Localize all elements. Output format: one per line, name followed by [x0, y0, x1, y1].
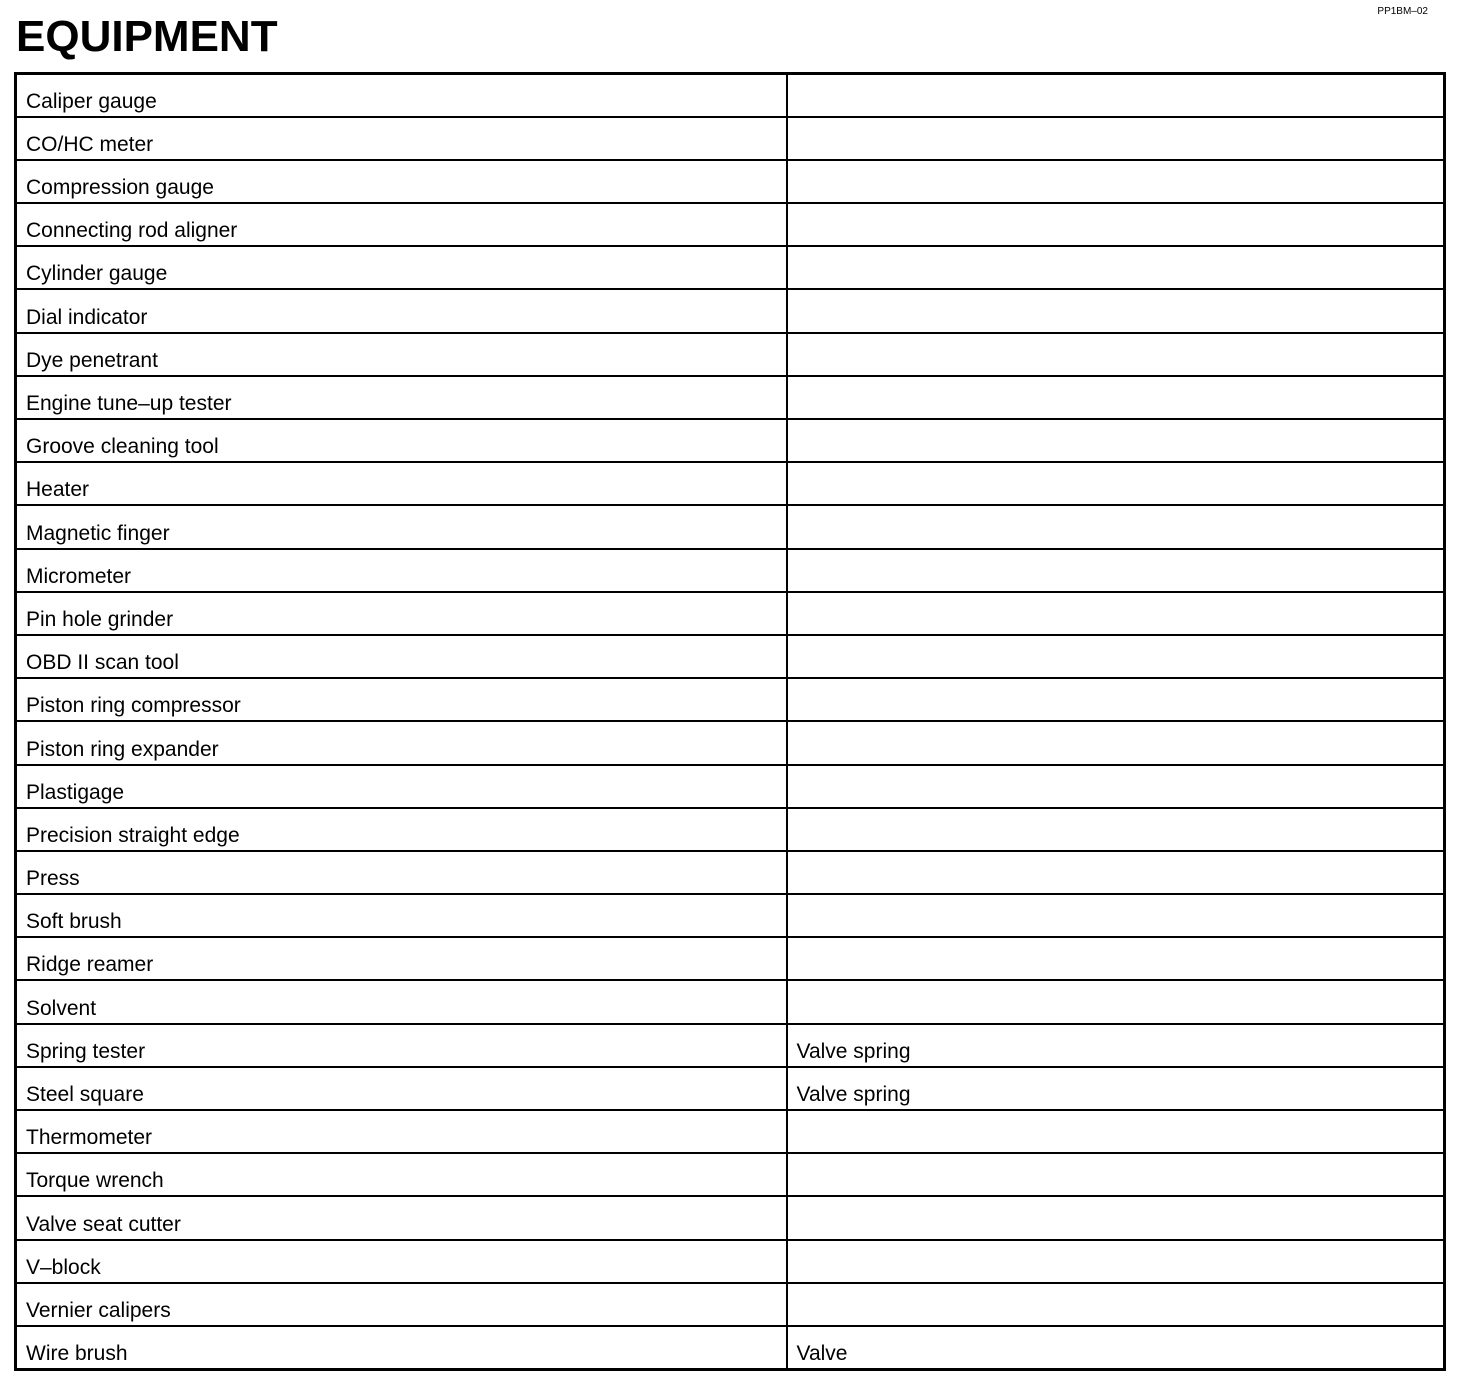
table-row	[16, 851, 1445, 894]
equipment-name-cell: Magnetic finger	[16, 505, 787, 548]
equipment-name-cell: Torque wrench	[16, 1153, 787, 1196]
table-row	[16, 462, 1445, 505]
page-title: EQUIPMENT	[16, 12, 278, 61]
equipment-note-cell	[787, 505, 1445, 548]
equipment-note-cell	[787, 765, 1445, 808]
equipment-name-cell: Micrometer	[16, 549, 787, 592]
equipment-note-cell	[787, 937, 1445, 980]
equipment-note-cell	[787, 160, 1445, 203]
equipment-note-cell	[787, 1283, 1445, 1326]
table-row	[16, 505, 1445, 548]
equipment-name-cell: OBD II scan tool	[16, 635, 787, 678]
equipment-note-cell	[787, 376, 1445, 419]
equipment-note-cell	[787, 419, 1445, 462]
table-row	[16, 74, 1445, 117]
equipment-note-cell	[787, 678, 1445, 721]
table-row	[16, 765, 1445, 808]
equipment-name-cell: Soft brush	[16, 894, 787, 937]
table-row	[16, 419, 1445, 462]
table-row	[16, 1067, 1445, 1110]
table-row	[16, 980, 1445, 1023]
table-row	[16, 203, 1445, 246]
table-row	[16, 333, 1445, 376]
equipment-name-cell: Connecting rod aligner	[16, 203, 787, 246]
table-row	[16, 937, 1445, 980]
equipment-note-cell	[787, 1153, 1445, 1196]
equipment-note-cell: Valve spring	[787, 1024, 1445, 1067]
equipment-note-cell	[787, 894, 1445, 937]
table-row	[16, 1196, 1445, 1239]
table-row	[16, 808, 1445, 851]
equipment-note-cell	[787, 246, 1445, 289]
equipment-note-cell	[787, 808, 1445, 851]
equipment-name-cell: Vernier calipers	[16, 1283, 787, 1326]
equipment-name-cell: Dye penetrant	[16, 333, 787, 376]
table-row	[16, 289, 1445, 332]
equipment-name-cell: Solvent	[16, 980, 787, 1023]
table-row	[16, 894, 1445, 937]
equipment-note-cell	[787, 549, 1445, 592]
table-row	[16, 1326, 1445, 1369]
table-row	[16, 246, 1445, 289]
table-row	[16, 1110, 1445, 1153]
equipment-name-cell: Plastigage	[16, 765, 787, 808]
table-row	[16, 549, 1445, 592]
equipment-note-cell: Valve spring	[787, 1067, 1445, 1110]
equipment-note-cell	[787, 462, 1445, 505]
equipment-name-cell: Spring tester	[16, 1024, 787, 1067]
equipment-name-cell: Precision straight edge	[16, 808, 787, 851]
table-row	[16, 1283, 1445, 1326]
equipment-note-cell	[787, 592, 1445, 635]
equipment-name-cell: Compression gauge	[16, 160, 787, 203]
equipment-name-cell: Press	[16, 851, 787, 894]
equipment-name-cell: Wire brush	[16, 1326, 787, 1369]
table-row	[16, 160, 1445, 203]
equipment-table	[14, 72, 1446, 1371]
equipment-note-cell	[787, 1196, 1445, 1239]
equipment-note-cell	[787, 74, 1445, 117]
equipment-name-cell: Piston ring expander	[16, 721, 787, 764]
equipment-name-cell: Caliper gauge	[16, 74, 787, 117]
equipment-table-body	[16, 74, 1445, 1370]
table-row	[16, 592, 1445, 635]
table-row	[16, 376, 1445, 419]
equipment-note-cell	[787, 635, 1445, 678]
equipment-name-cell: Ridge reamer	[16, 937, 787, 980]
table-row	[16, 721, 1445, 764]
equipment-note-cell	[787, 117, 1445, 160]
equipment-note-cell	[787, 289, 1445, 332]
equipment-note-cell	[787, 980, 1445, 1023]
equipment-name-cell: Piston ring compressor	[16, 678, 787, 721]
equipment-name-cell: Cylinder gauge	[16, 246, 787, 289]
table-row	[16, 1024, 1445, 1067]
equipment-note-cell	[787, 1110, 1445, 1153]
equipment-name-cell: Valve seat cutter	[16, 1196, 787, 1239]
equipment-note-cell	[787, 851, 1445, 894]
table-row	[16, 1153, 1445, 1196]
equipment-note-cell	[787, 721, 1445, 764]
equipment-note-cell: Valve	[787, 1326, 1445, 1369]
document-code: PP1BM–02	[1377, 6, 1428, 17]
table-row	[16, 635, 1445, 678]
equipment-name-cell: Engine tune–up tester	[16, 376, 787, 419]
equipment-note-cell	[787, 1240, 1445, 1283]
equipment-name-cell: V–block	[16, 1240, 787, 1283]
table-row	[16, 1240, 1445, 1283]
equipment-name-cell: Dial indicator	[16, 289, 787, 332]
equipment-name-cell: Pin hole grinder	[16, 592, 787, 635]
equipment-note-cell	[787, 333, 1445, 376]
table-row	[16, 117, 1445, 160]
equipment-note-cell	[787, 203, 1445, 246]
equipment-name-cell: Thermometer	[16, 1110, 787, 1153]
table-row	[16, 678, 1445, 721]
equipment-name-cell: Steel square	[16, 1067, 787, 1110]
equipment-name-cell: Groove cleaning tool	[16, 419, 787, 462]
equipment-name-cell: CO/HC meter	[16, 117, 787, 160]
equipment-name-cell: Heater	[16, 462, 787, 505]
